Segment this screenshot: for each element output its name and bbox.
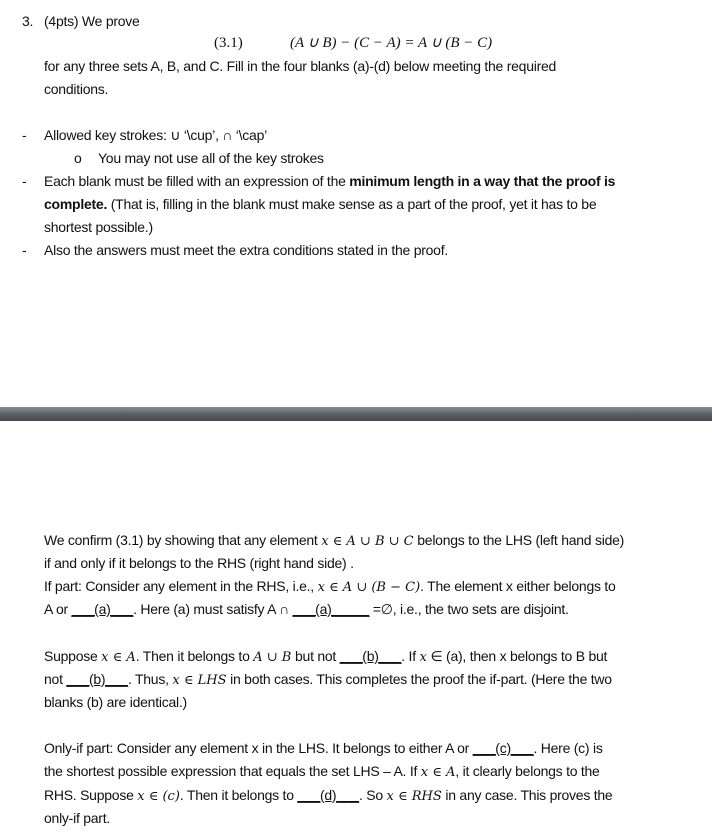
math-expression: x ∈ A ∪ (B − C) [317, 580, 421, 595]
text-segment: Also the answers must meet the extra conditions stated in the proof. [44, 242, 448, 258]
math-expression: x ∈ (c) [137, 789, 180, 804]
page-divider [0, 407, 712, 421]
sub-bullet-marker: o [74, 150, 82, 166]
text-segment: You may not use all of the key strokes [98, 150, 324, 166]
question-header: (4pts) We prove [44, 13, 140, 29]
text-line [44, 195, 596, 213]
text-line [44, 600, 569, 618]
text-line [44, 172, 615, 190]
math-expression: x [419, 650, 427, 665]
math-expression: x ∈ A [101, 650, 136, 665]
text-segment: Each blank must be filled with an expression of the [44, 173, 350, 189]
answer-blank: ___(b)___ [339, 648, 402, 664]
text-segment: Only-if part: Consider any element x in the LHS. It belongs to either A or [44, 740, 473, 756]
text-segment: blanks (b) are identical.) [44, 694, 187, 710]
answer-blank: ___(d)___ [297, 787, 359, 803]
dash-bullet-marker: - [22, 127, 27, 143]
text-segment: if and only if it belongs to the RHS (right hand side) . [44, 555, 354, 571]
math-expression: A ∪ B [253, 650, 292, 665]
math-expression: x ∈ LHS [172, 673, 227, 688]
text-segment: . Here (c) is [533, 740, 603, 756]
math-expression: x ∈ A ∪ B ∪ C [321, 534, 414, 549]
text-line [44, 647, 607, 667]
text-segment: . Then it belongs to [135, 648, 254, 664]
equation-label: (3.1) [214, 35, 243, 51]
text-line [44, 693, 187, 711]
text-segment: . The element x either belongs to [420, 578, 616, 594]
text-segment: but not [291, 648, 340, 664]
answer-blank: ___(b)___ [66, 671, 128, 687]
answer-blank: ___(a)_____ [292, 601, 370, 617]
dash-bullet-marker: - [22, 242, 27, 258]
answer-blank: ___(c)___ [472, 740, 534, 756]
math-expression: x ∈ A [420, 765, 456, 780]
text-segment: A or [44, 601, 72, 617]
text-segment: RHS. Suppose [44, 787, 138, 803]
intro-line: for any three sets A, B, and C. Fill in the four blanks (a)-(d) below meeting the required [44, 58, 557, 74]
text-segment: minimum length in a way that the proof is [349, 173, 616, 189]
text-segment: shortest possible.) [44, 219, 153, 235]
text-segment: . Here (a) must satisfy A ∩ [133, 601, 293, 617]
math-expression: x ∈ RHS [386, 789, 442, 804]
text-segment: . So [358, 787, 387, 803]
dash-bullet-marker: - [22, 173, 27, 189]
text-segment: complete. [44, 196, 108, 212]
text-segment: , it clearly belongs to the [455, 763, 600, 779]
text-line [44, 762, 600, 782]
text-segment: . Thus, [127, 671, 173, 687]
text-segment: If part: Consider any element in the RHS, i.e., [44, 578, 318, 594]
text-segment: only-if part. [44, 810, 110, 826]
text-segment: not [44, 671, 67, 687]
text-segment: ∈ (a), then x belongs to B but [426, 648, 608, 664]
text-segment: the shortest possible expression that equals the set LHS – A. If [44, 763, 421, 779]
text-line [44, 739, 603, 757]
equation: (A ∪ B) − (C − A) = A ∪ (B − C) [290, 35, 493, 51]
text-segment: . Then it belongs to [179, 787, 298, 803]
text-segment: in any case. This proves the [441, 787, 613, 803]
text-segment: in both cases. This completes the proof the if-part. (Here the two [226, 671, 612, 687]
text-segment: Suppose [44, 648, 102, 664]
text-segment: We confirm (3.1) by showing that any element [44, 532, 322, 548]
intro-line: conditions. [44, 81, 109, 97]
text-segment: . If [401, 648, 420, 664]
question-number: 3. [22, 13, 34, 29]
text-segment: (That is, filling in the blank must make sense as a part of the proof, yet it has to be [107, 196, 597, 212]
text-segment: belongs to the LHS (left hand side) [413, 532, 625, 548]
text-line [44, 126, 267, 144]
text-line [44, 577, 616, 597]
text-line [44, 218, 153, 236]
text-line [44, 670, 612, 690]
text-line [44, 531, 624, 551]
text-segment: Allowed key strokes: ∪ ‘\cup’, ∩ ‘\cap’ [44, 127, 267, 143]
answer-blank: ___(a)___ [71, 601, 134, 617]
text-line [44, 554, 354, 572]
text-line [44, 241, 448, 259]
text-line [98, 149, 324, 167]
text-line [44, 786, 612, 806]
text-line [44, 809, 110, 827]
text-segment: =∅, i.e., the two sets are disjoint. [369, 601, 569, 617]
